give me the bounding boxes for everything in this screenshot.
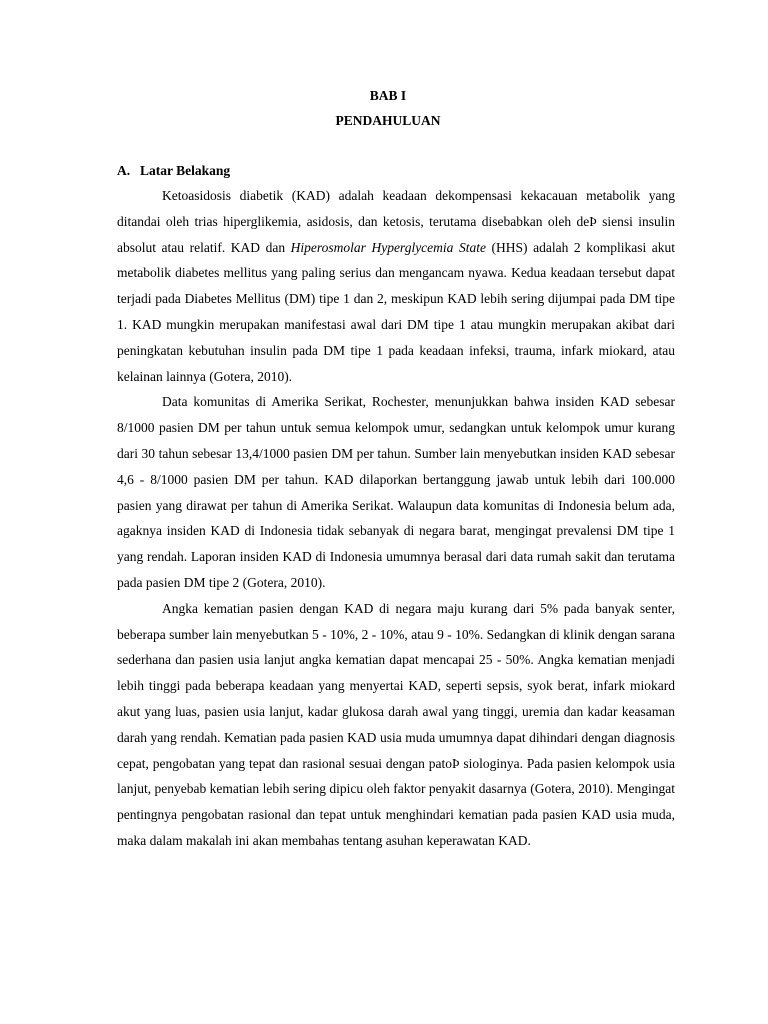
body-text <box>117 183 675 854</box>
section-number: A. <box>117 163 131 178</box>
chapter-title: PENDAHULUAN <box>335 113 441 128</box>
section-heading <box>117 163 230 179</box>
chapter-number: BAB I <box>369 88 407 103</box>
paragraph-1-italic-term: Hiperosmolar Hyperglycemia State <box>290 239 486 255</box>
paragraph-3: Angka kematian pasien dengan KAD di negara maju kurang dari 5% pada banyak senter, beberapa sumber lain menyebutkan 5 - 10%, 2 - 10%, atau 9 - 10%. Sedangkan di klinik dengan sarana sederhana dan pasien usia lanjut angka kematian dapat mencapai 25 - 50%. Angka kematian menjadi lebih tinggi pada beberapa keadaan yang menyertai KAD, seperti sepsis, syok berat, infark miokard akut yang luas, pasien usia lanjut, kadar glukosa darah awal yang tinggi, uremia dan kadar keasaman darah yang rendah. Kematian pada pasien KAD usia muda umumnya dapat dihindari dengan diagnosis cepat, pengobatan yang tepat dan rasional sesuai dengan patoÞ siologinya. Pada pasien kelompok usia lanjut, penyebab kematian lebih sering dipicu oleh faktor penyakit dasarnya (Gotera, 2010). Mengingat pentingnya pengobatan rasional dan tepat untuk menghindari kematian pada pasien KAD usia muda, maka dalam makalah ini akan membahas tentang asuhan keperawatan KAD. <box>117 600 675 848</box>
paragraph-1 <box>117 183 675 389</box>
section-title: Latar Belakang <box>140 163 231 178</box>
paragraph-2: Data komunitas di Amerika Serikat, Rochester, menunjukkan bahwa insiden KAD sebesar 8/1000 pasien DM per tahun untuk semua kelompok umur, sedangkan untuk kelompok umur kurang dari 30 tahun sebesar 13,4/1000 pasien DM per tahun. Sumber lain menyebutkan insiden KAD sebesar 4,6 - 8/1000 pasien DM per tahun. KAD dilaporkan bertanggung jawab untuk lebih dari 100.000 pasien yang dirawat per tahun di Amerika Serikat. Walaupun data komunitas di Indonesia belum ada, agaknya insiden KAD di Indonesia tidak sebanyak di negara barat, mengingat prevalensi DM tipe 1 yang rendah. Laporan insiden KAD di Indonesia umumnya berasal dari data rumah sakit dan terutama pada pasien DM tipe 2 (Gotera, 2010). <box>117 394 675 590</box>
paragraph-1-part-1: Ketoasidosis diabetik (KAD) adalah keadaan dekompensasi kekacauan metabolik yang ditandai oleh trias hiperglikemia, asidosis, dan ketosis, terutama disebabkan oleh deÞ siensi insulin absolut atau relatif. KAD dan <box>117 188 675 255</box>
paragraph-1-part-2: (HHS) adalah 2 komplikasi akut metabolik diabetes mellitus yang paling serius dan mengancam nyawa. Kedua keadaan tersebut dapat terjadi pada Diabetes Mellitus (DM) tipe 1 dan 2, meskipun KAD lebih sering dijumpai pada DM tipe 1. KAD mungkin merupakan manifestasi awal dari DM tipe 1 atau mungkin merupakan akibat dari peningkatan kebutuhan insulin pada DM tipe 1 pada keadaan infeksi, trauma, infark miokard, atau kelainan lainnya (Gotera, 2010). <box>117 239 676 384</box>
